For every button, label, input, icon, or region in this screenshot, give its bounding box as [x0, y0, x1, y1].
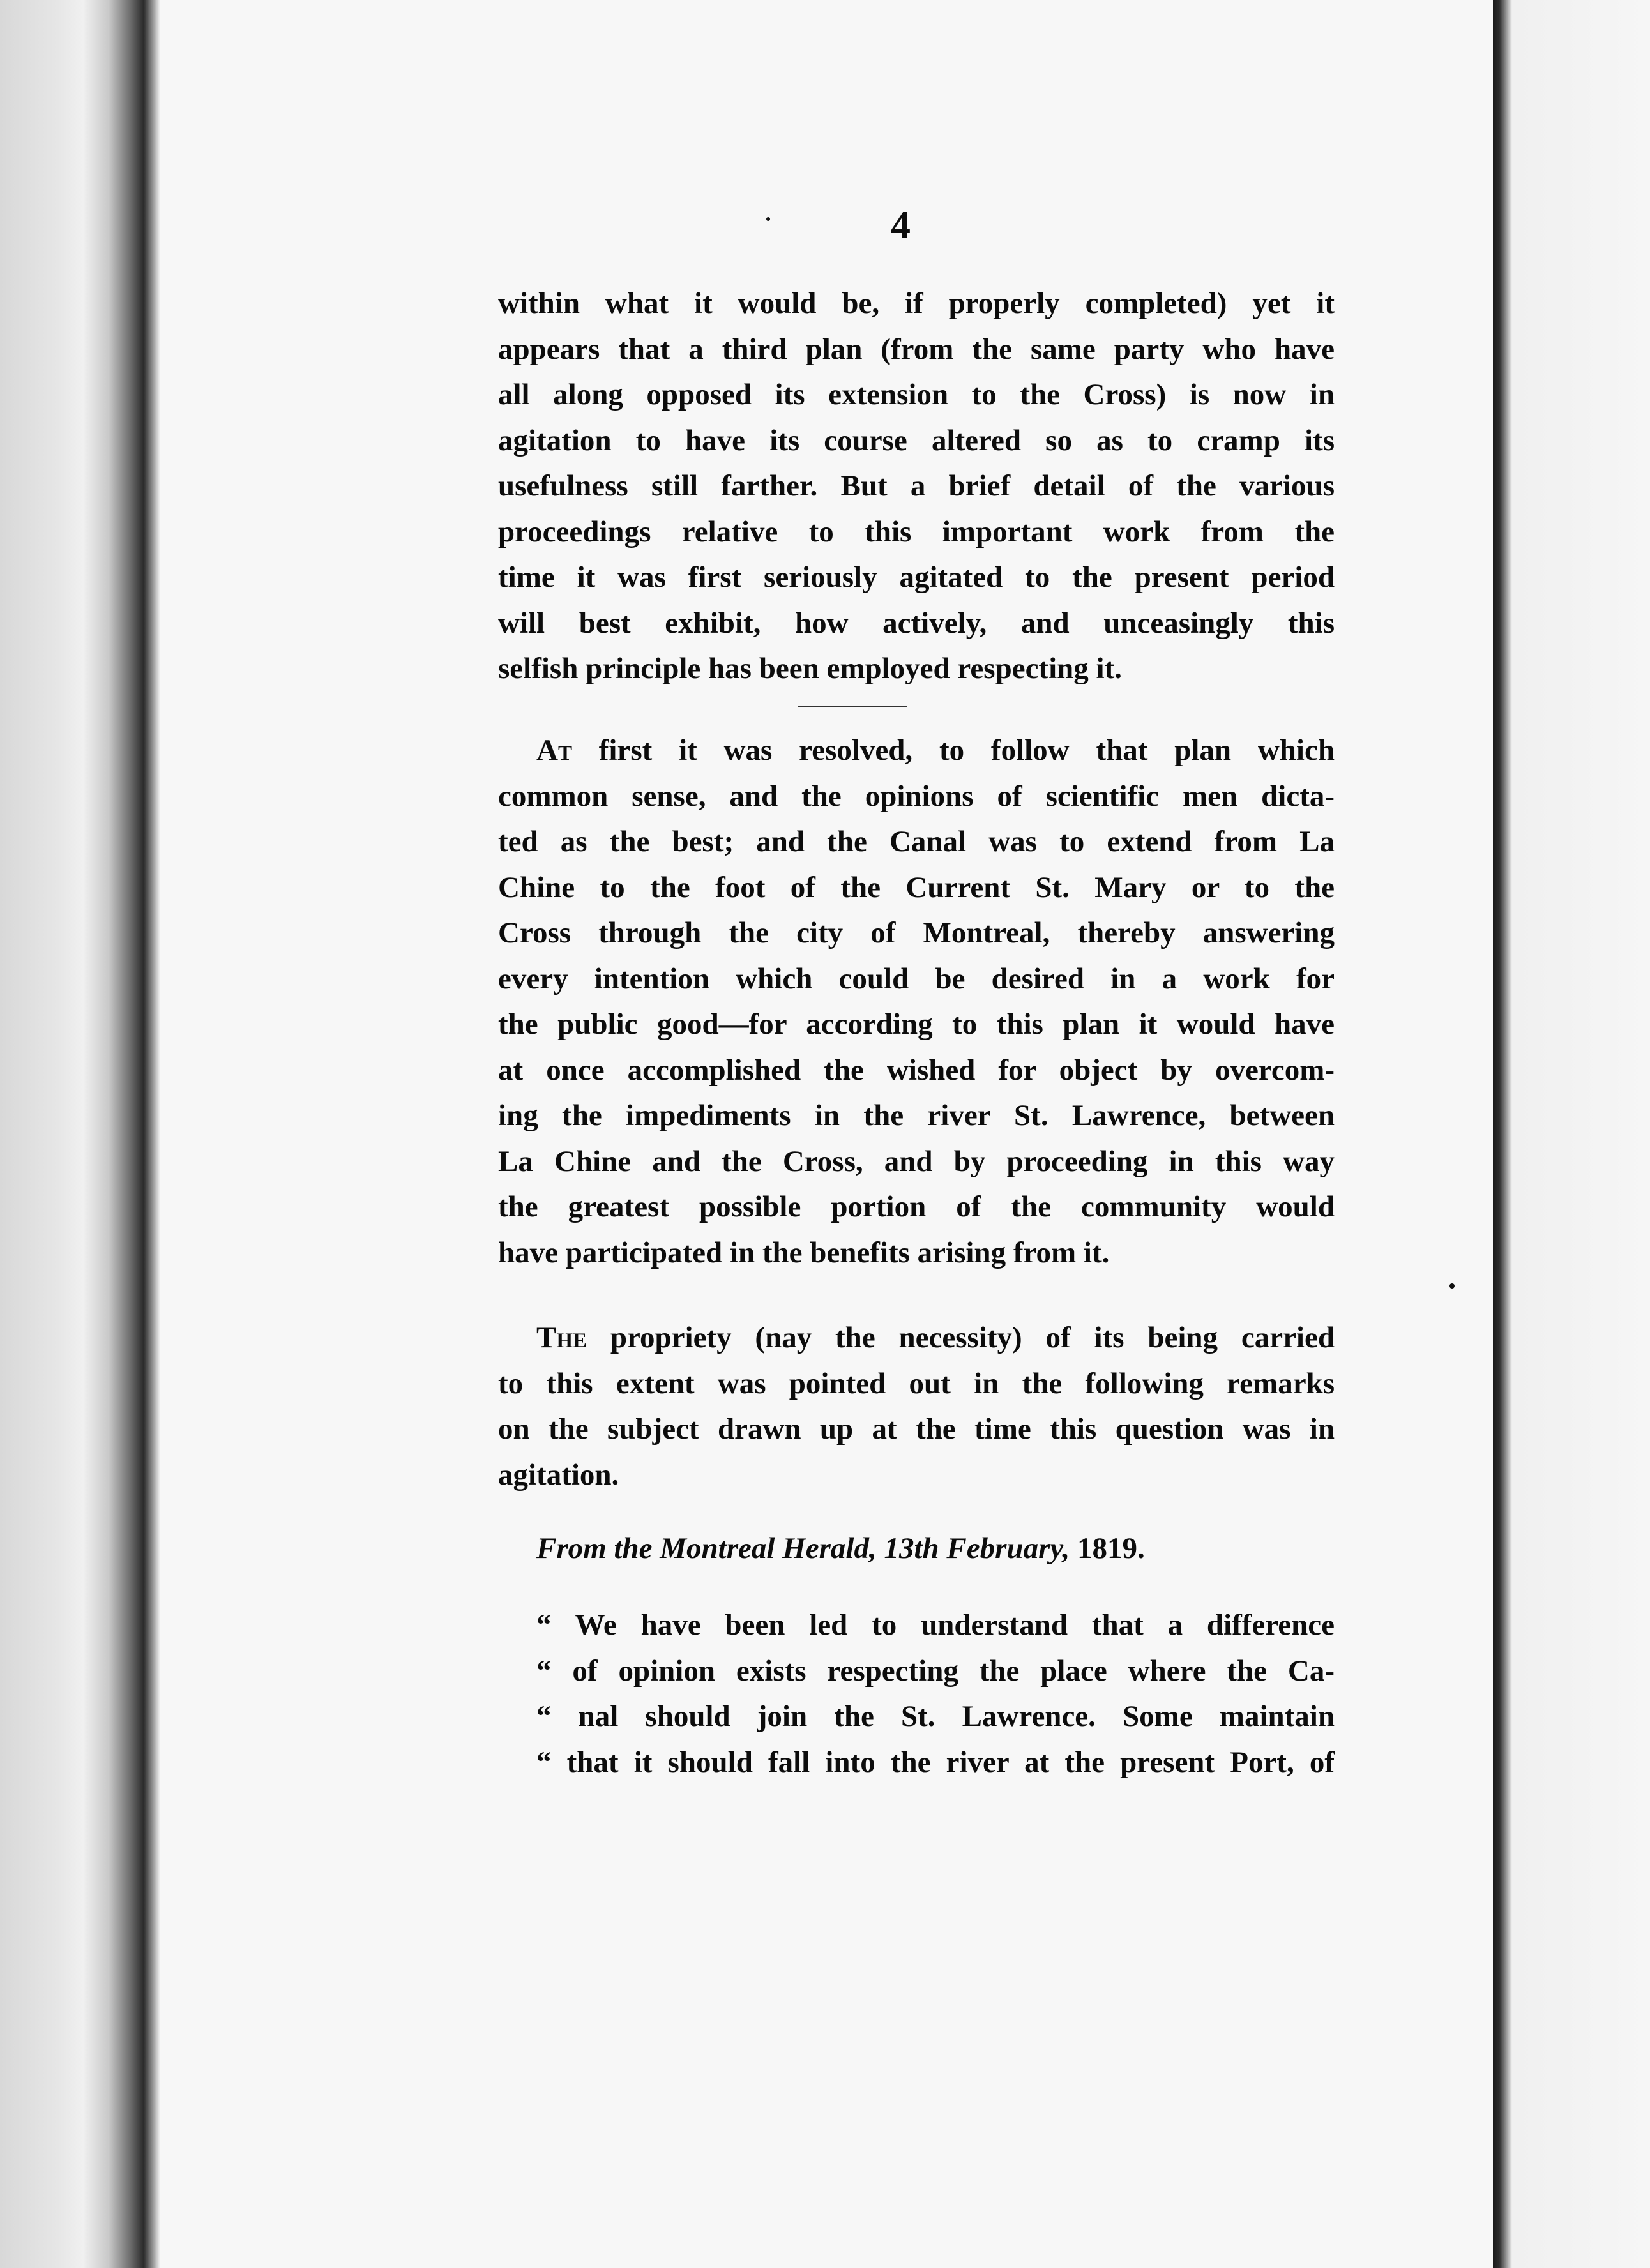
source-heading	[536, 1526, 1328, 1572]
text-line: agitation.	[498, 1458, 619, 1492]
text-line: to this extent was pointed out in the following remarks	[498, 1366, 1335, 1400]
ink-speck	[766, 217, 770, 221]
page-edge-right	[1493, 0, 1650, 2268]
paragraph-3	[498, 1315, 1335, 1498]
paragraph-1	[498, 281, 1335, 692]
text-fragment: propriety (nay the necessity) of its being carried	[587, 1321, 1335, 1354]
page-number: 4	[891, 204, 911, 247]
text-line: within what it would be, if properly completed) yet it	[498, 287, 1335, 320]
text-line: proceedings relative to this important work from the	[498, 515, 1335, 548]
text-line: on the subject drawn up at the time this question was in	[498, 1412, 1335, 1446]
text-fragment: first it was resolved, to follow that plan which	[571, 734, 1335, 767]
text-line: ing the impediments in the river St. Lawrence, between	[498, 1099, 1335, 1132]
text-line: time it was first seriously agitated to the present period	[498, 561, 1335, 594]
text-line: “ We have been led to understand that a difference	[536, 1608, 1335, 1642]
drop-word: At	[536, 734, 572, 767]
text-line: “ nal should join the St. Lawrence. Some maintain	[536, 1700, 1335, 1733]
text-line: common sense, and the opinions of scientific men dicta-	[498, 779, 1335, 813]
source-name: From the Montreal Herald,	[536, 1532, 877, 1565]
text-line: appears that a third plan (from the same party who have	[498, 332, 1335, 366]
text-line: Chine to the foot of the Current St. Mary or to the	[498, 870, 1335, 904]
text-line: the public good—for according to this plan it would have	[498, 1008, 1335, 1041]
text-line: selfish principle has been employed respecting it.	[498, 652, 1122, 685]
text-line: La Chine and the Cross, and by proceeding in this way	[498, 1144, 1335, 1178]
ink-speck	[1449, 1283, 1455, 1289]
text-line: “ that it should fall into the river at the present Port, of	[536, 1745, 1335, 1779]
text-line: “ of opinion exists respecting the place where the Ca-	[536, 1654, 1335, 1688]
text-line: every intention which could be desired in a work for	[498, 962, 1335, 995]
quotation	[498, 1603, 1335, 1785]
source-date: 13th February,	[884, 1532, 1070, 1565]
text-line: have participated in the benefits arising from it.	[498, 1236, 1110, 1269]
text-line	[498, 1315, 1335, 1361]
text-line: at once accomplished the wished for object by overcom-	[498, 1053, 1335, 1087]
text-line: ted as the best; and the Canal was to extend from La	[498, 825, 1335, 858]
text-line: agitation to have its course altered so as to cramp its	[498, 423, 1335, 457]
section-divider	[798, 706, 907, 707]
text-line: usefulness still farther. But a brief detail of the various	[498, 469, 1335, 503]
drop-word: The	[536, 1321, 587, 1354]
binding-shadow-left	[0, 0, 160, 2268]
text-line: the greatest possible portion of the community would	[498, 1190, 1335, 1223]
paragraph-2	[498, 728, 1335, 1276]
text-line: all along opposed its extension to the Cross) is now in	[498, 378, 1335, 411]
text-line	[498, 728, 1335, 774]
text-line: Cross through the city of Montreal, thereby answering	[498, 916, 1335, 949]
text-line: will best exhibit, how actively, and unceasingly this	[498, 606, 1335, 640]
source-year: 1819.	[1077, 1532, 1145, 1565]
